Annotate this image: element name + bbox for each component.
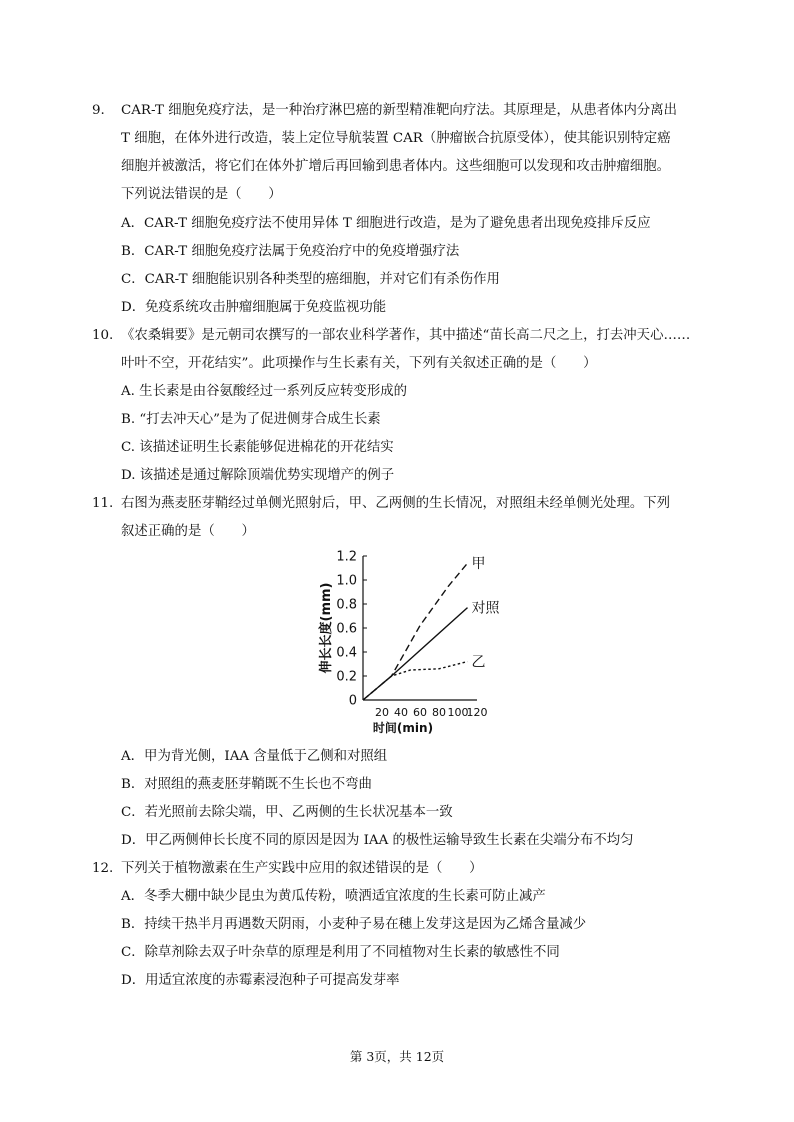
question-number: 11. bbox=[92, 496, 114, 511]
y-axis-label: 伸长长度(mm) bbox=[319, 582, 334, 674]
question-stem-line: 《农桑辑要》是元朝司农撰写的一部农业科学著作，其中描述“苗长高二尺之上，打去冲天心…… bbox=[121, 328, 691, 343]
question-stem-line: 下列关于植物激素在生产实践中应用的叙述错误的是（ ） bbox=[121, 861, 483, 876]
question-stem-line: CAR-T 细胞免疫疗法，是一种治疗淋巴癌的新型精准靶向疗法。其原理是，从患者体内分离出 bbox=[121, 103, 678, 118]
question-stem-line: 右图为燕麦胚芽鞘经过单侧光照射后，甲、乙两侧的生长情况，对照组未经单侧光处理。下列 bbox=[121, 496, 671, 511]
y-tick-label: 0 bbox=[348, 693, 357, 709]
y-tick-label: 0.4 bbox=[336, 645, 357, 661]
option-c: C. 该描述证明生长素能够促进棉花的开花结实 bbox=[121, 440, 394, 455]
option-d: D．免疫系统攻击肿瘤细胞属于免疫监视功能 bbox=[121, 300, 387, 315]
y-tick-label: 1.0 bbox=[336, 573, 357, 589]
x-tick-label: 20 bbox=[375, 706, 389, 719]
option-b: B．对照组的燕麦胚芽鞘既不生长也不弯曲 bbox=[121, 777, 372, 792]
series-label: 甲 bbox=[471, 556, 486, 573]
question-stem-line: 叶叶不空，开花结实”。此项操作与生长素有关，下列有关叙述正确的是（ ） bbox=[121, 356, 597, 371]
x-tick-label: 40 bbox=[394, 706, 408, 719]
question-stem-line: 下列说法错误的是（ ） bbox=[121, 187, 282, 202]
y-tick-label: 1.2 bbox=[336, 549, 357, 565]
x-tick-label: 120 bbox=[466, 706, 488, 719]
option-c: C．若光照前去除尖端，甲、乙两侧的生长状况基本一致 bbox=[121, 805, 453, 820]
series-group bbox=[363, 563, 468, 700]
option-c: C．CAR-T 细胞能识别各种类型的癌细胞，并对它们有杀伤作用 bbox=[121, 272, 500, 287]
page-footer: 第 3页，共 12页 bbox=[349, 1049, 445, 1064]
series-label: 乙 bbox=[471, 654, 486, 671]
x-tick-label: 80 bbox=[432, 706, 446, 719]
question-stem-line: T 细胞，在体外进行改造，装上定位导航装置 CAR（肿瘤嵌合抗原受体），使其能识别特定癌 bbox=[121, 131, 671, 146]
option-d: D. 该描述是通过解除顶端优势实现增产的例子 bbox=[121, 468, 395, 483]
x-tick-label: 100 bbox=[447, 706, 469, 719]
option-a: A．甲为背光侧，IAA 含量低于乙侧和对照组 bbox=[121, 749, 388, 764]
y-tick-label: 0.2 bbox=[336, 669, 357, 685]
series-label-group bbox=[472, 556, 501, 670]
y-tick-label: 0.8 bbox=[336, 597, 357, 613]
question-stem-line: 叙述正确的是（ ） bbox=[121, 524, 255, 539]
option-c: C．除草剂除去双子叶杂草的原理是利用了不同植物对生长素的敏感性不同 bbox=[121, 945, 560, 960]
series-line bbox=[363, 563, 468, 700]
option-b: B．CAR-T 细胞免疫疗法属于免疫治疗中的免疫增强疗法 bbox=[121, 244, 460, 259]
option-a: A．CAR-T 细胞免疫疗法不使用异体 T 细胞进行改造，是为了避免患者出现免疫排斥反应 bbox=[121, 216, 651, 231]
x-axis-label: 时间(min) bbox=[372, 721, 434, 735]
series-label: 对照 bbox=[471, 600, 500, 617]
x-tick-group bbox=[375, 706, 488, 719]
y-tick-label: 0.6 bbox=[336, 621, 357, 637]
option-b: B．持续干热半月再遇数天阴雨，小麦种子易在穗上发芽这是因为乙烯含量减少 bbox=[121, 917, 587, 932]
series-line bbox=[363, 662, 468, 700]
question-number: 10. bbox=[92, 328, 114, 343]
question-number: 12. bbox=[92, 861, 114, 876]
option-a: A. 生长素是由谷氨酸经过一系列反应转变形成的 bbox=[121, 384, 407, 399]
option-a: A．冬季大棚中缺少昆虫为黄瓜传粉，喷洒适宜浓度的生长素可防止减产 bbox=[121, 889, 546, 904]
y-tick-group bbox=[336, 550, 367, 709]
x-tick-label: 60 bbox=[413, 706, 427, 719]
option-d: D．甲乙两侧伸长长度不同的原因是因为 IAA 的极性运输导致生长素在尖端分布不均匀 bbox=[121, 833, 634, 848]
growth-chart bbox=[310, 538, 510, 738]
question-stem-line: 细胞并被激活，将它们在体外扩增后再回输到患者体内。这些细胞可以发现和攻击肿瘤细胞。 bbox=[121, 159, 671, 174]
question-number: 9. bbox=[92, 103, 105, 118]
option-b: B. “打去冲天心”是为了促进侧芽合成生长素 bbox=[121, 412, 381, 427]
option-d: D．用适宜浓度的赤霉素浸泡种子可提高发芽率 bbox=[121, 973, 400, 988]
